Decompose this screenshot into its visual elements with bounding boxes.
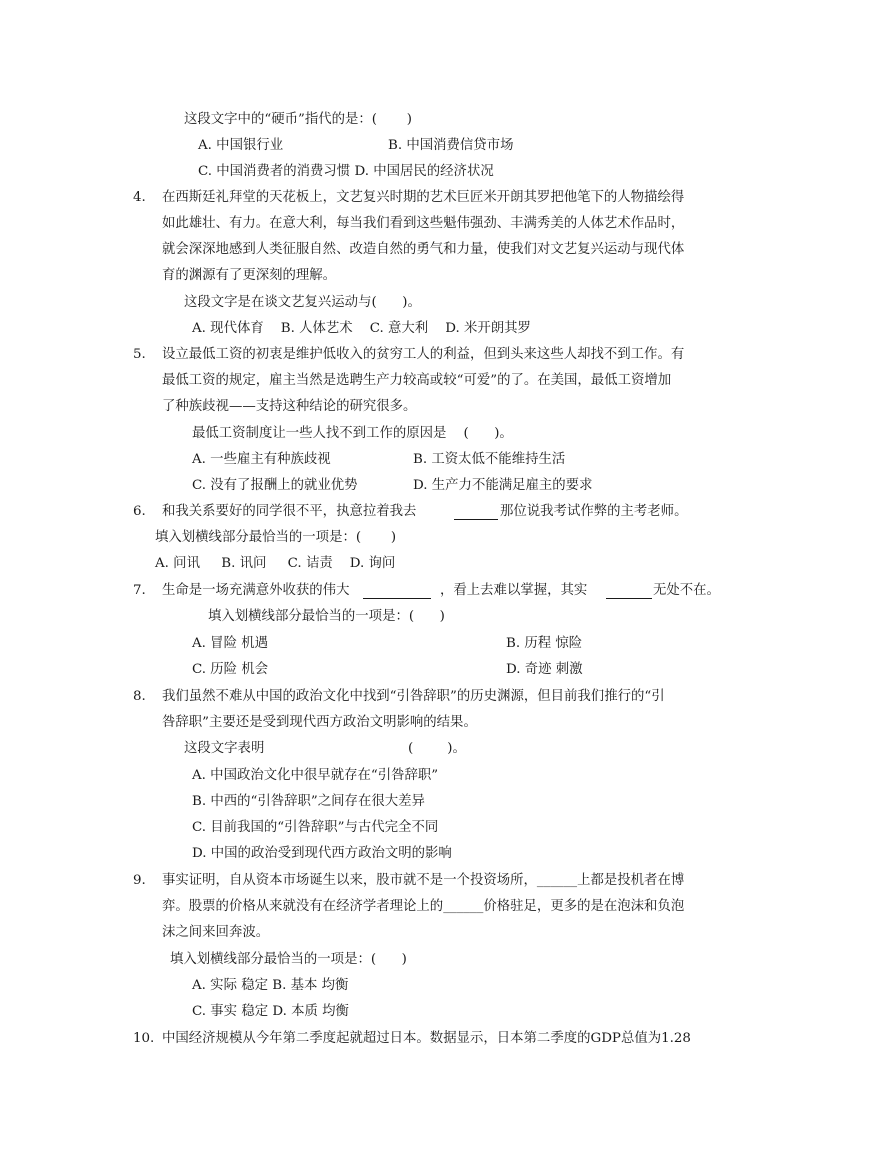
q7-option-b: B. 历程 惊险 bbox=[506, 636, 583, 651]
q8-text-line: 咎辞职”主要还是受到现代西方政治文明影响的结果。 bbox=[162, 715, 477, 730]
q7-blank-1 bbox=[363, 598, 431, 599]
q4-number: 4. bbox=[133, 190, 146, 205]
q9-number: 9. bbox=[133, 873, 146, 888]
q9-prompt: 填入划横线部分最恰当的一项是：( ) bbox=[170, 952, 407, 967]
q5-option-b: B. 工资太低不能维持生活 bbox=[413, 452, 566, 467]
q10-number: 10. bbox=[133, 1031, 155, 1046]
q10-text-line: 中国经济规模从今年第二季度起就超过日本。数据显示，日本第二季度的GDP总值为1.28 bbox=[162, 1031, 691, 1046]
q8-number: 8. bbox=[133, 689, 146, 704]
q6-text-before-blank: 和我关系要好的同学很不平，执意拉着我去 bbox=[162, 504, 417, 519]
q8-prompt: 这段文字表明 bbox=[184, 741, 265, 756]
q5-prompt: 最低工资制度让一些人找不到工作的原因是 ( )。 bbox=[192, 426, 513, 441]
q5-option-c: C. 没有了报酬上的就业优势 bbox=[192, 478, 358, 493]
q7-option-a: A. 冒险 机遇 bbox=[192, 636, 269, 651]
q4-text-line: 育的渊源有了更深刻的理解。 bbox=[162, 268, 337, 283]
q9-options-ab: A. 实际 稳定 B. 基本 均衡 bbox=[192, 978, 349, 993]
q6-blank bbox=[454, 519, 498, 520]
q5-option-d: D. 生产力不能满足雇主的要求 bbox=[413, 478, 593, 493]
q4-text-line: 在西斯廷礼拜堂的天花板上，文艺复兴时期的艺术巨匠米开朗其罗把他笔下的人物描绘得 bbox=[162, 190, 685, 205]
q8-prompt-paren: ( )。 bbox=[408, 741, 466, 756]
q8-option-c: C. 目前我国的“引咎辞职”与古代完全不同 bbox=[192, 820, 439, 835]
q7-blank-2 bbox=[606, 598, 652, 599]
q8-option-d: D. 中国的政治受到现代西方政治文明的影响 bbox=[192, 846, 452, 861]
q9-text-line: 弈。股票的价格从来就没有在经济学者理论上的______价格驻足，更多的是在泡沫和负泡 bbox=[162, 899, 685, 914]
q4-prompt: 这段文字是在谈文艺复兴运动与( )。 bbox=[184, 295, 421, 310]
q3-options-cd: C. 中国消费者的消费习惯 D. 中国居民的经济状况 bbox=[198, 164, 494, 179]
q6-text-after-blank: 那位说我考试作弊的主考老师。 bbox=[500, 504, 688, 519]
q7-option-c: C. 历险 机会 bbox=[192, 662, 269, 677]
q5-option-a: A. 一些雇主有种族歧视 bbox=[192, 452, 331, 467]
q9-text-line: 事实证明，自从资本市场诞生以来，股市就不是一个投资场所，______上都是投机者在博 bbox=[162, 873, 685, 888]
q4-options: A. 现代体育 B. 人体艺术 C. 意大利 D. 米开朗其罗 bbox=[192, 321, 531, 336]
q6-prompt: 填入划横线部分最恰当的一项是：( ) bbox=[155, 530, 397, 545]
q7-option-d: D. 奇迹 刺激 bbox=[506, 662, 583, 677]
q5-text-line: 设立最低工资的初衷是维护低收入的贫穷工人的利益，但到头来这些人却找不到工作。有 bbox=[162, 347, 685, 362]
q9-text-line: 沫之间来回奔波。 bbox=[162, 925, 270, 940]
q5-number: 5. bbox=[133, 347, 146, 362]
q5-text-line: 了种族歧视——支持这种结论的研究很多。 bbox=[162, 399, 417, 414]
q8-option-a: A. 中国政治文化中很早就存在“引咎辞职” bbox=[192, 768, 439, 783]
q7-number: 7. bbox=[133, 583, 146, 598]
q8-option-b: B. 中西的“引咎辞职”之间存在很大差异 bbox=[192, 794, 425, 809]
q4-text-line: 如此雄壮、有力。在意大利，每当我们看到这些魁伟强劲、丰满秀美的人体艺术作品时， bbox=[162, 216, 685, 231]
q5-text-line: 最低工资的规定，雇主当然是选聘生产力较高或较“可爱”的了。在美国，最低工资增加 bbox=[162, 373, 672, 388]
q7-text-part: 无处不在。 bbox=[653, 583, 720, 598]
q9-options-cd: C. 事实 稳定 D. 本质 均衡 bbox=[192, 1004, 349, 1019]
q7-text-part: 生命是一场充满意外收获的伟大 bbox=[162, 583, 350, 598]
q6-number: 6. bbox=[133, 504, 146, 519]
q7-text-part: ，看上去难以掌握，其实 bbox=[440, 583, 588, 598]
q8-text-line: 我们虽然不难从中国的政治文化中找到“引咎辞职”的历史渊源，但目前我们推行的“引 bbox=[162, 689, 665, 704]
q3-prompt: 这段文字中的“硬币”指代的是：( ) bbox=[184, 112, 413, 127]
q7-prompt: 填入划横线部分最恰当的一项是：( ) bbox=[208, 609, 445, 624]
q4-text-line: 就会深深地感到人类征服自然、改造自然的勇气和力量，使我们对文艺复兴运动与现代体 bbox=[162, 242, 685, 257]
q6-options: A. 问讯 B. 讯问 C. 诘责 D. 询问 bbox=[155, 556, 396, 571]
q3-option-a: A. 中国银行业 bbox=[198, 138, 284, 153]
q3-option-b: B. 中国消费信贷市场 bbox=[388, 138, 514, 153]
